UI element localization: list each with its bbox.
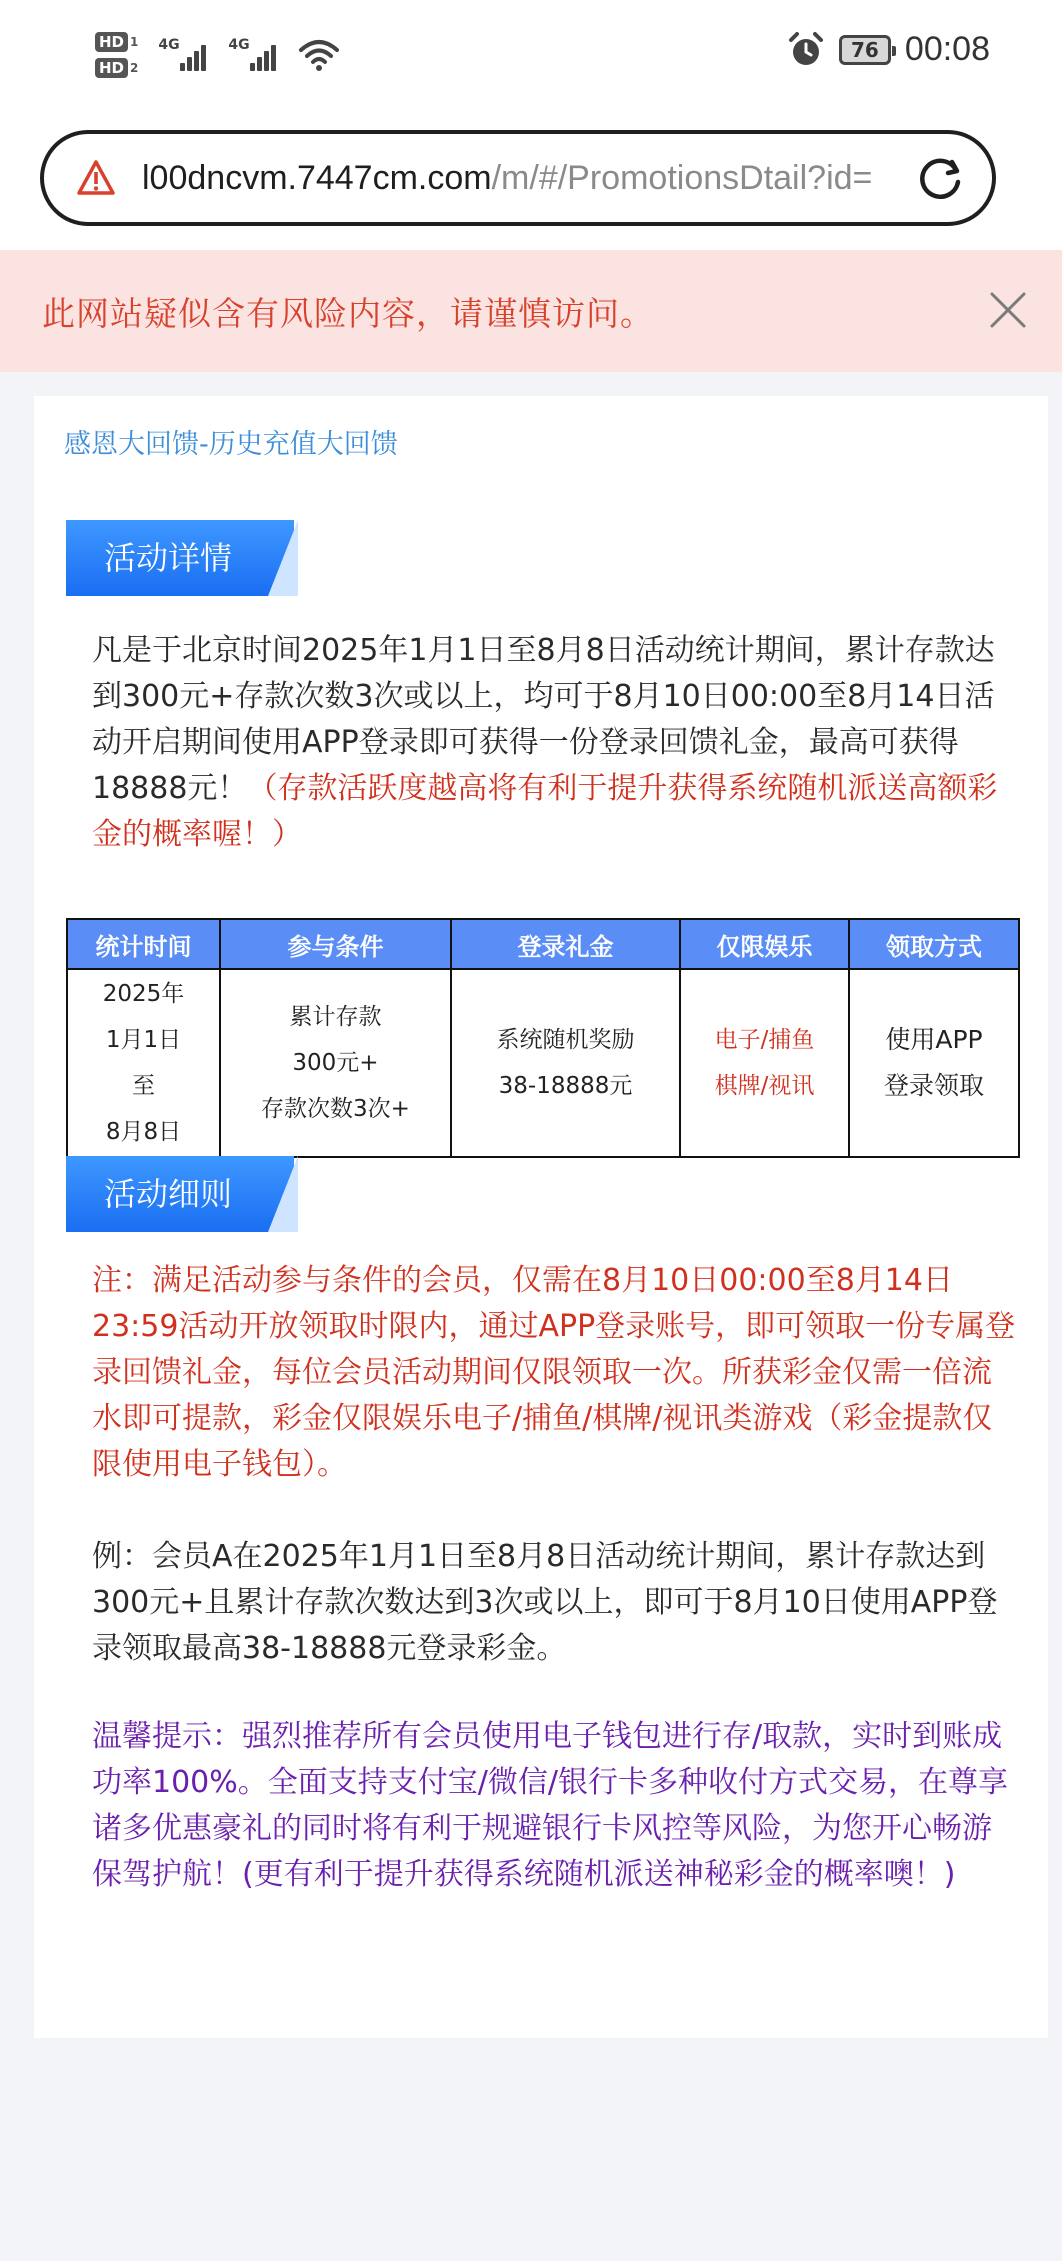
section-title-text: 活动细则 — [104, 1175, 233, 1213]
reload-icon[interactable] — [910, 148, 970, 208]
hd1-label: HD — [95, 32, 128, 52]
address-bar[interactable] — [40, 130, 996, 226]
browser-toolbar — [0, 112, 1062, 250]
signal-bar — [201, 45, 206, 71]
hd-indicators — [95, 32, 138, 78]
table-cell-bonus — [451, 969, 680, 1157]
url-text[interactable] — [142, 159, 932, 198]
url-path: /m/#/PromotionsDtail?id= — [491, 158, 873, 197]
cell-line: 1月1日 — [105, 1027, 182, 1053]
table-header: 领取方式 — [849, 919, 1019, 969]
cell-line: 至 — [132, 1073, 155, 1099]
table-header-row — [67, 919, 1019, 969]
example-paragraph: 例：会员A在2025年1月1日至8月8日活动统计期间，累计存款达到300元+且累计存款次数达到3次或以上，即可于8月10日使用APP登录领取最高38-18888元登录彩金。 — [92, 1539, 998, 1666]
signal-bar — [187, 57, 192, 71]
cell-line: 2025年 — [102, 981, 185, 1007]
status-right — [787, 30, 990, 69]
signal-1-icon — [158, 35, 208, 75]
table-cell-time — [67, 969, 220, 1157]
wifi-icon — [298, 38, 340, 72]
battery-icon — [839, 35, 891, 65]
close-icon[interactable] — [984, 286, 1032, 334]
cell-line: 8月8日 — [105, 1119, 182, 1145]
clock: 00:08 — [904, 30, 990, 68]
cell-line: 棋牌/视讯 — [714, 1073, 815, 1099]
table-row — [67, 969, 1019, 1157]
signal-bar — [180, 63, 185, 71]
signal-2-icon — [228, 35, 278, 75]
alarm-icon — [787, 31, 825, 69]
signal-bar — [257, 57, 262, 71]
cell-line: 系统随机奖励 — [496, 1027, 635, 1053]
table-header: 登录礼金 — [451, 919, 680, 969]
hd2-indicator — [95, 58, 138, 78]
tip-paragraph: 温馨提示：强烈推荐所有会员使用电子钱包进行存/取款，实时到账成功率100%。全面支持支付宝/微信/银行卡多种收付方式交易，在尊享诸多优惠豪礼的同时将有利于规避银行卡风控等风险，为您开心畅游保驾护航！(更有利于提升获得系统随机派送神秘彩金的概率噢！) — [92, 1719, 1008, 1892]
table-cell-condition — [220, 969, 451, 1157]
battery-level: 76 — [850, 37, 879, 62]
cell-line: 使用APP — [885, 1025, 983, 1054]
section-tag-decoration — [268, 1156, 298, 1232]
section-tag-decoration — [268, 520, 298, 596]
detail-paragraph — [92, 628, 1018, 858]
table-cell-games — [680, 969, 849, 1157]
promotion-card — [34, 396, 1048, 2038]
signal-2-label: 4G — [228, 37, 250, 53]
table-header: 统计时间 — [67, 919, 220, 969]
detail-red-text: （存款活跃度越高将有利于提升获得系统随机派送高额彩金的概率喔！） — [92, 771, 998, 852]
cell-line: 登录领取 — [883, 1071, 984, 1100]
risk-warning-banner — [0, 250, 1062, 372]
signal-bar — [194, 51, 199, 71]
cell-line: 存款次数3次+ — [261, 1096, 410, 1122]
cell-line: 累计存款 — [289, 1004, 382, 1030]
hd2-label: HD — [95, 58, 128, 78]
table-cell-method — [849, 969, 1019, 1157]
table-header: 仅限娱乐 — [680, 919, 849, 969]
warning-icon[interactable] — [76, 158, 116, 198]
hd1-indicator — [95, 32, 138, 52]
cell-line: 300元+ — [292, 1050, 379, 1076]
status-bar — [0, 0, 1062, 112]
status-left — [95, 22, 340, 88]
cell-line: 38-18888元 — [498, 1073, 633, 1099]
url-host: l00dncvm.7447cm.com — [142, 158, 492, 197]
signal-bar — [250, 63, 255, 71]
page-title: 感恩大回馈-历史充值大回馈 — [64, 429, 398, 460]
hd1-sub: 1 — [130, 35, 139, 49]
table-header: 参与条件 — [220, 919, 451, 969]
risk-warning-text: 此网站疑似含有风险内容，请谨慎访问。 — [42, 294, 654, 333]
detail-text: 凡是于北京时间2025年1月1日至8月8日活动统计期间，累计存款达到300元+存款次数3次或以上，均可于8月10日00:00至8月14日活动开启期间使用APP登录即可获得一份登录回馈礼金，最高可获得18888元！ — [92, 633, 995, 806]
section-title-details — [66, 520, 294, 596]
section-title-rules — [66, 1156, 294, 1232]
note-paragraph: 注：满足活动参与条件的会员，仅需在8月10日00:00至8月14日23:59活动开放领取时限内，通过APP登录账号，即可领取一份专属登录回馈礼金，每位会员活动期间仅限领取一次。所获彩金仅需一倍流水即可提款，彩金仅限娱乐电子/捕鱼/棋牌/视讯类游戏（彩金提款仅限使用电子钱包）。 — [92, 1263, 1016, 1482]
signal-bar — [264, 51, 269, 71]
section-title-text: 活动详情 — [104, 539, 233, 577]
hd2-sub: 2 — [130, 61, 139, 75]
signal-bar — [271, 45, 276, 71]
signal-1-label: 4G — [158, 37, 180, 53]
cell-line: 电子/捕鱼 — [714, 1027, 815, 1053]
promotion-table — [66, 918, 1020, 1158]
